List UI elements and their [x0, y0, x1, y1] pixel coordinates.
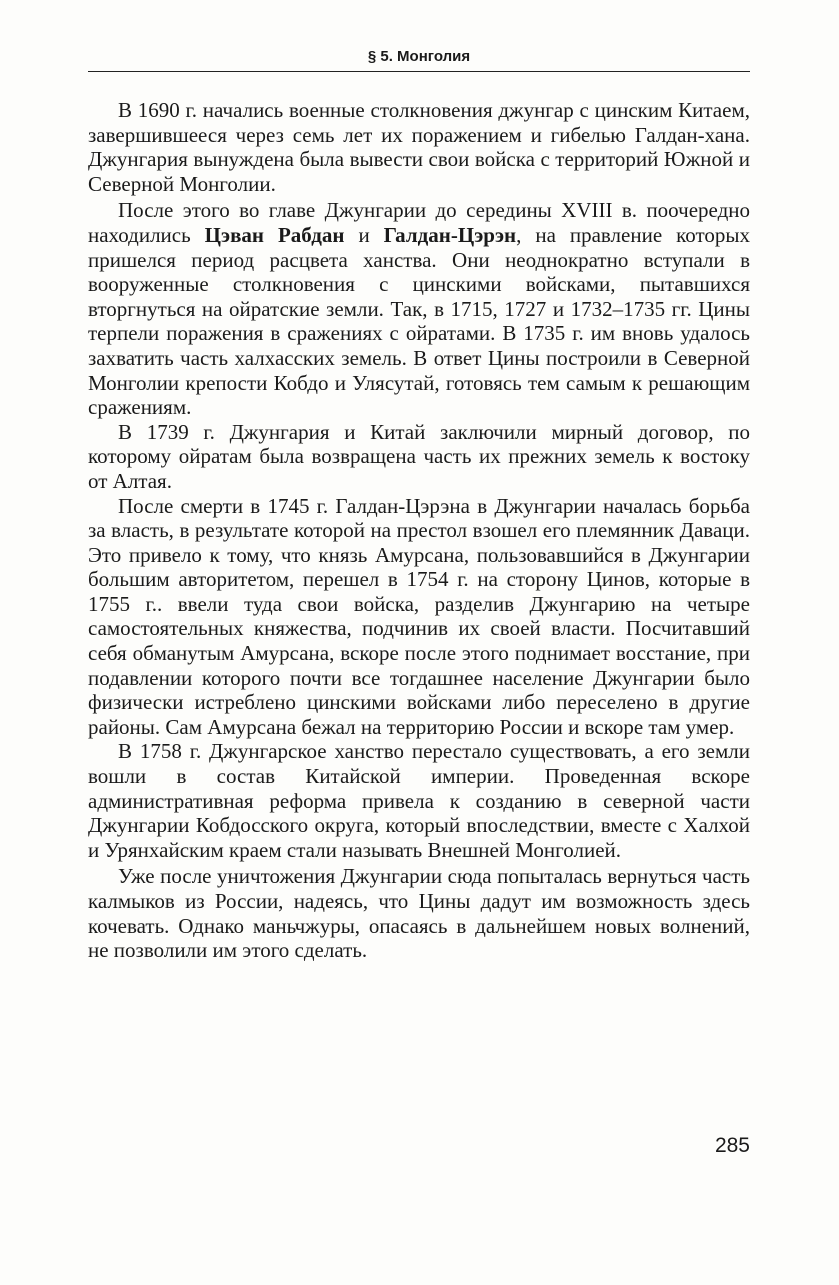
paragraph-rulers-conjunction: и [344, 222, 384, 247]
paragraph-rulers-intro: После этого во главе Джунгарии до середины XVIII в. поочередно находились [88, 198, 750, 247]
page-number: 285 [714, 1134, 750, 1157]
body-text [88, 98, 750, 963]
ruler-name-galdan-tseren: Галдан-Цэрэн [383, 222, 517, 247]
ruler-name-tsevan-rabdan: Цэван Рабдан [204, 222, 345, 247]
paragraph-rulers [88, 198, 750, 419]
header-rule [88, 71, 750, 72]
paragraph-kalmyks: Уже после уничтожения Джунгарии сюда попыталась вернуться часть калмыков из России, надеясь, что Цины дадут им возможность здесь кочевать. Однако маньчжуры, опасаясь в дальнейшем новых волнений, не позволили им этого сделать. [88, 864, 750, 963]
paragraph-1739: В 1739 г. Джунгария и Китай заключили мирный договор, по которому ойратам была возвращена часть их прежних земель к востоку от Алтая. [88, 419, 750, 493]
paragraph-rulers-rest: , на правление которых пришелся период расцвета ханства. Они неоднократно вступали в вооруженные столкновения с цинскими войсками, пытавшихся вторгнуться на ойратские земли. Так, в 1715, 1727 и 1732–1735 гг. Цины терпели поражения в сражениях с ойратами. В 1735 г. им вновь удалось захватить часть халхасских земель. В ответ Цины построили в Северной Монголии крепости Кобдо и Улясутай, готовясь тем самым к решающим сражениям. [88, 222, 750, 420]
running-header: § 5. Монголия [367, 48, 471, 65]
paragraph-1758: В 1758 г. Джунгарское ханство перестало существовать, а его земли вошли в состав Китайской империи. Проведенная вскоре административная реформа привела к созданию в северной части Джунгарии Кобдосского округа, который впоследствии, вместе с Халхой и Урянхайским краем стали называть Внешней Монголией. [88, 739, 750, 862]
paragraph-1690: В 1690 г. начались военные столкновения джунгар с цинским Китаем, завершившееся через семь лет их поражением и гибелью Галдан-хана. Джунгария вынуждена была вывести свои войска с территорий Южной и Северной Монголии. [88, 98, 750, 196]
paragraph-1745: После смерти в 1745 г. Галдан-Цэрэна в Джунгарии началась борьба за власть, в результате которой на престол взошел его племянник Даваци. Это привело к тому, что князь Амурсана, пользовавшийся в Джунгарии большим авторитетом, перешел в 1754 г. на сторону Цинов, которые в 1755 г.. ввели туда свои войска, разделив Джунгарию на четыре самостоятельных княжества, подчинив их своей власти. Посчитавший себя обманутым Амурсана, вскоре после этого поднимает восстание, при подавлении которого почти все тогдашнее население Джунгарии было физически истреблено цинскими войсками либо переселено в другие районы. Сам Амурсана бежал на территорию России и вскоре там умер. [88, 493, 750, 739]
